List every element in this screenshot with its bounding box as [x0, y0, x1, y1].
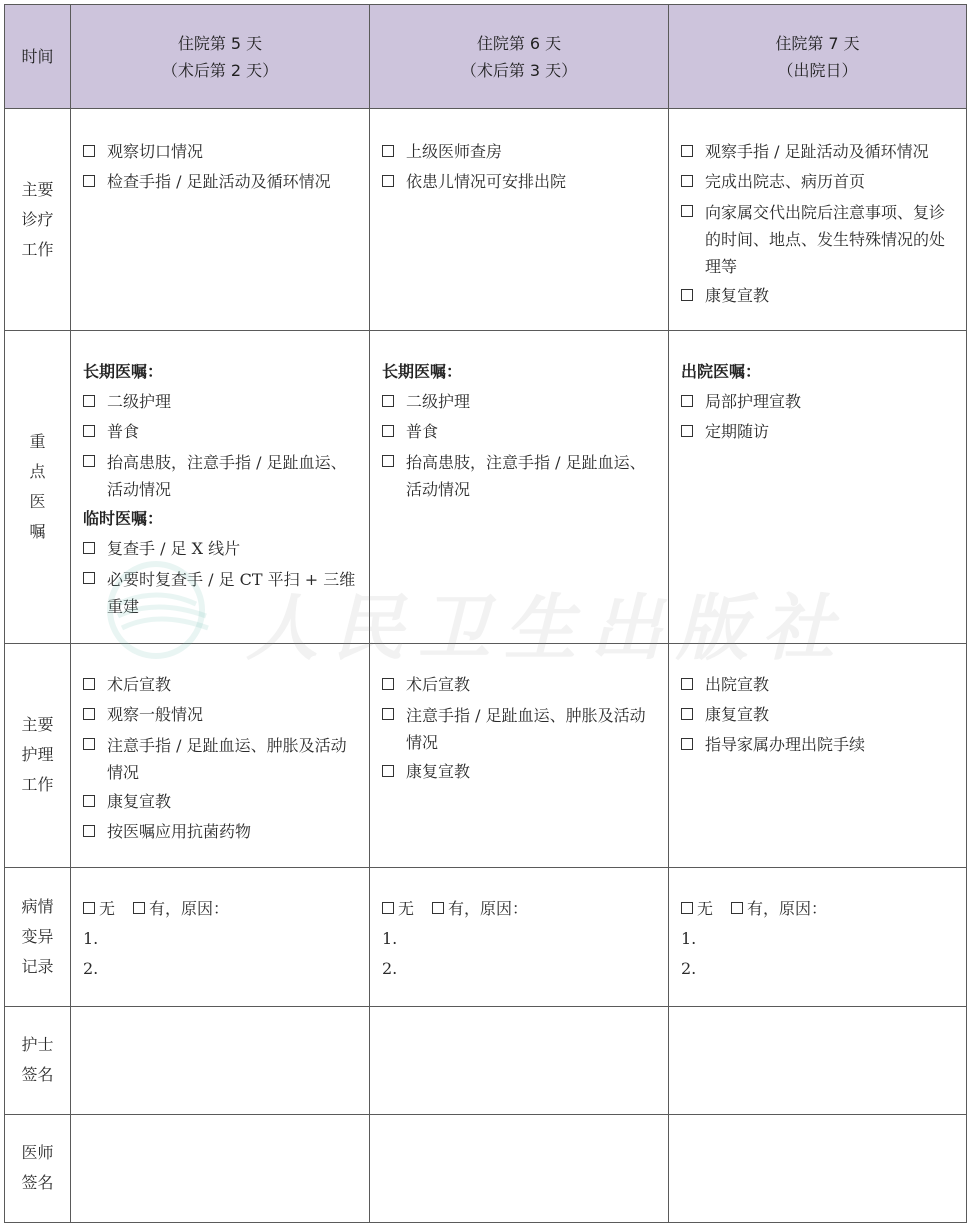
checklist-item[interactable]: 必要时复查手 / 足 CT 平扫 + 三维重建: [83, 564, 359, 621]
row-label-nursing: 主要 护理 工作: [5, 643, 71, 867]
checklist-item[interactable]: 抬高患肢，注意手指 / 足趾血运、活动情况: [382, 447, 658, 504]
variation-yes-option[interactable]: 有，原因：: [731, 894, 827, 924]
reason-line-1[interactable]: 1.: [681, 928, 697, 948]
variation-row: [5, 867, 967, 1006]
checkbox-icon[interactable]: [681, 175, 693, 187]
long-term-orders-title: 长期医嘱：: [83, 362, 164, 382]
nurse-signature-field-3[interactable]: [669, 1006, 967, 1114]
checkbox-icon[interactable]: [681, 678, 693, 690]
reason-line-1[interactable]: 1.: [83, 928, 99, 948]
orders-cell-1: [71, 331, 370, 643]
checklist-item[interactable]: 二级护理: [83, 387, 359, 417]
row-label-nurse-signature: 护士 签名: [5, 1006, 71, 1114]
diagnosis-cell-2: [370, 109, 669, 331]
variation-cell-2: [370, 867, 669, 1006]
checkbox-icon[interactable]: [382, 425, 394, 437]
row-label-doctor-signature: 医师 签名: [5, 1114, 71, 1222]
day-subtitle: （术后第 3 天）: [460, 60, 578, 80]
reason-line-1[interactable]: 1.: [382, 928, 398, 948]
checklist-item[interactable]: 依患儿情况可安排出院: [382, 167, 658, 197]
doctor-signature-field-3[interactable]: [669, 1114, 967, 1222]
doctor-signature-field-2[interactable]: [370, 1114, 669, 1222]
checklist-item[interactable]: 局部护理宣教: [681, 387, 956, 417]
nurse-signature-field-2[interactable]: [370, 1006, 669, 1114]
checkbox-icon[interactable]: [681, 708, 693, 720]
nurse-signature-field-1[interactable]: [71, 1006, 370, 1114]
checklist-item[interactable]: 定期随访: [681, 417, 956, 447]
row-label-orders: 重 点 医 嘱: [5, 331, 71, 643]
checkbox-icon[interactable]: [731, 902, 743, 914]
discharge-orders-title: 出院医嘱：: [681, 362, 762, 382]
checklist-item[interactable]: 观察手指 / 足趾活动及循环情况: [681, 137, 956, 167]
watermark-text: 人民卫生出版社: [246, 585, 849, 670]
row-label-variation: 病情 变异 记录: [5, 867, 71, 1006]
checklist-item[interactable]: 复查手 / 足 X 线片: [83, 534, 359, 564]
variation-yes-option[interactable]: 有，原因：: [432, 894, 528, 924]
checklist-item[interactable]: 注意手指 / 足趾血运、肿胀及活动情况: [83, 730, 359, 787]
checkbox-icon[interactable]: [83, 425, 95, 437]
checkbox-icon[interactable]: [83, 825, 95, 837]
variation-no-option[interactable]: 无: [681, 894, 713, 924]
variation-no-option[interactable]: 无: [382, 894, 414, 924]
day-header-3: [669, 5, 967, 109]
reason-line-2[interactable]: 2.: [681, 958, 697, 978]
checkbox-icon[interactable]: [83, 795, 95, 807]
orders-cell-3: [669, 331, 967, 643]
checkbox-icon[interactable]: [83, 902, 95, 914]
checklist-item[interactable]: 普食: [83, 417, 359, 447]
checkbox-icon[interactable]: [83, 145, 95, 157]
checklist-item[interactable]: 注意手指 / 足趾血运、肿胀及活动情况: [382, 700, 658, 757]
checkbox-icon[interactable]: [133, 902, 145, 914]
checklist-item[interactable]: 二级护理: [382, 387, 658, 417]
checkbox-icon[interactable]: [382, 395, 394, 407]
checklist-item[interactable]: 术后宣教: [382, 670, 658, 700]
checkbox-icon[interactable]: [83, 542, 95, 554]
checkbox-icon[interactable]: [382, 678, 394, 690]
diagnosis-cell-3: [669, 109, 967, 331]
temporary-orders-title: 临时医嘱：: [83, 509, 164, 529]
row-label-diagnosis: 主要 诊疗 工作: [5, 109, 71, 331]
checkbox-icon[interactable]: [382, 145, 394, 157]
checkbox-icon[interactable]: [681, 902, 693, 914]
nurse-signature-row: [5, 1006, 967, 1114]
checkbox-icon[interactable]: [681, 395, 693, 407]
day-title: 住院第 5 天: [177, 33, 263, 53]
checklist-item[interactable]: 按医嘱应用抗菌药物: [83, 817, 359, 847]
day-title: 住院第 6 天: [476, 33, 562, 53]
checkbox-icon[interactable]: [83, 455, 95, 467]
variation-cell-1: [71, 867, 370, 1006]
checklist-item[interactable]: 指导家属办理出院手续: [681, 730, 956, 760]
checklist-item[interactable]: 术后宣教: [83, 670, 359, 700]
checkbox-icon[interactable]: [83, 708, 95, 720]
time-header: 时间: [5, 5, 71, 109]
nursing-cell-2: [370, 643, 669, 867]
long-term-orders-title: 长期医嘱：: [382, 362, 463, 382]
day-title: 住院第 7 天: [775, 33, 860, 53]
reason-line-2[interactable]: 2.: [83, 958, 99, 978]
checklist-item[interactable]: 康复宣教: [681, 700, 956, 730]
checklist-item[interactable]: 上级医师查房: [382, 137, 658, 167]
checkbox-icon[interactable]: [681, 289, 693, 301]
checklist-item[interactable]: 普食: [382, 417, 658, 447]
checklist-item[interactable]: 出院宣教: [681, 670, 956, 700]
checkbox-icon[interactable]: [382, 902, 394, 914]
checkbox-icon[interactable]: [83, 738, 95, 750]
checkbox-icon[interactable]: [432, 902, 444, 914]
checklist-item[interactable]: 完成出院志、病历首页: [681, 167, 956, 197]
reason-line-2[interactable]: 2.: [382, 958, 398, 978]
header-row: [5, 5, 967, 109]
checklist-item[interactable]: 抬高患肢，注意手指 / 足趾血运、活动情况: [83, 447, 359, 504]
checkbox-icon[interactable]: [382, 455, 394, 467]
checkbox-icon[interactable]: [681, 738, 693, 750]
checklist-item[interactable]: 康复宣教: [681, 281, 956, 311]
nursing-cell-3: [669, 643, 967, 867]
checklist-item[interactable]: 向家属交代出院后注意事项、复诊的时间、地点、发生特殊情况的处理等: [681, 197, 956, 281]
variation-cell-3: [669, 867, 967, 1006]
checkbox-icon[interactable]: [382, 708, 394, 720]
diagnosis-cell-1: [71, 109, 370, 331]
checkbox-icon[interactable]: [83, 395, 95, 407]
day-header-2: [370, 5, 669, 109]
checklist-item[interactable]: 检查手指 / 足趾活动及循环情况: [83, 167, 359, 197]
checkbox-icon[interactable]: [681, 425, 693, 437]
checkbox-icon[interactable]: [83, 572, 95, 584]
doctor-signature-field-1[interactable]: [71, 1114, 370, 1222]
checklist-item[interactable]: 康复宣教: [83, 787, 359, 817]
checklist-item[interactable]: 观察切口情况: [83, 137, 359, 167]
doctor-signature-row: [5, 1114, 967, 1222]
checklist-item[interactable]: 康复宣教: [382, 757, 658, 787]
checkbox-icon[interactable]: [83, 175, 95, 187]
day-header-1: [71, 5, 370, 109]
diagnosis-row: [5, 109, 967, 331]
checkbox-icon[interactable]: [83, 678, 95, 690]
nursing-cell-1: [71, 643, 370, 867]
variation-yes-option[interactable]: 有，原因：: [133, 894, 229, 924]
orders-cell-2: [370, 331, 669, 643]
clinical-pathway-table: [4, 4, 967, 1223]
orders-row: [5, 331, 967, 643]
nursing-row: [5, 643, 967, 867]
variation-no-option[interactable]: 无: [83, 894, 115, 924]
checkbox-icon[interactable]: [382, 765, 394, 777]
checkbox-icon[interactable]: [681, 205, 693, 217]
checkbox-icon[interactable]: [681, 145, 693, 157]
checklist-item[interactable]: 观察一般情况: [83, 700, 359, 730]
checkbox-icon[interactable]: [382, 175, 394, 187]
day-subtitle: （术后第 2 天）: [161, 60, 279, 80]
day-subtitle: （出院日）: [777, 60, 858, 80]
